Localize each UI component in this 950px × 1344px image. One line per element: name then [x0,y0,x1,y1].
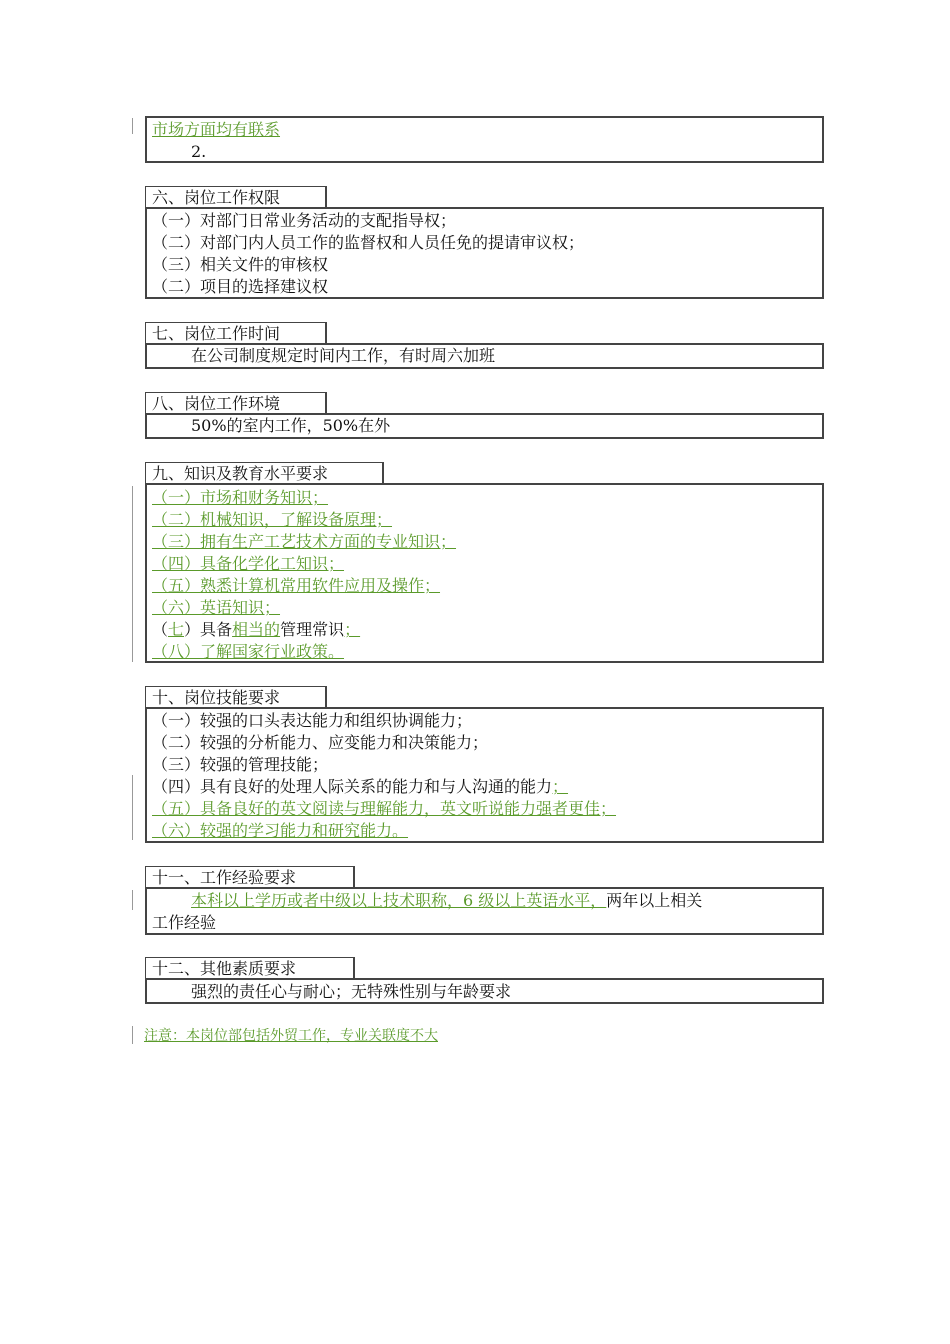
section9-item7-c: ）具备 [184,620,233,639]
section8-text: 50%的室内工作，50%在外 [191,416,391,435]
section6-item-3: （三）相关文件的审核权 [152,255,329,274]
section6-item-2: （二）对部门内人员工作的监督权和人员任免的提请审议权； [152,233,585,252]
revision-bar [132,118,133,134]
top-line-1: 市场方面均有联系 [152,120,281,139]
section11-line-1 [191,890,702,912]
top-line-2: 2. [191,142,207,161]
section11-text-green: 本科以上学历或者中级以上技术职称，6 级以上英语水平， [191,891,607,910]
section6-heading: 六、岗位工作权限 [145,186,327,208]
section10-item-1: （一）较强的口头表达能力和组织协调能力； [152,711,473,730]
section10-heading: 十、岗位技能要求 [145,686,327,708]
section9-item7-e: 管理常识 [280,620,345,639]
section7-text: 在公司制度规定时间内工作，有时周六加班 [191,346,496,365]
section12-text: 强烈的责任心与耐心；无特殊性别与年龄要求 [191,982,512,1001]
section9-item-5: （五）熟悉计算机常用软件应用及操作； [152,576,441,595]
section10-item4-text: （四）具有良好的处理人际关系的能力和与人沟通的能力 [152,777,553,796]
section9-item7-a: （ [152,620,169,639]
section9-item-4: （四）具备化学化工知识； [152,554,345,573]
section11-text-black: 两年以上相关 [606,891,703,910]
revision-bar [132,1026,133,1044]
section9-item-1: （一）市场和财务知识； [152,488,329,507]
section9-item7-b: 七 [168,620,185,639]
section10-item-3: （三）较强的管理技能； [152,755,329,774]
section10-item-2: （二）较强的分析能力、应变能力和决策能力； [152,733,489,752]
section9-item-7 [152,619,360,641]
section7-heading: 七、岗位工作时间 [145,322,327,344]
section9-item-6: （六）英语知识； [152,598,281,617]
section9-item7-f: ； [344,620,361,639]
section11-heading: 十一、工作经验要求 [145,866,355,888]
section6-item-1: （一）对部门日常业务活动的支配指导权； [152,211,457,230]
section10-item4-tail: ； [552,777,569,796]
section11-line-2: 工作经验 [152,913,217,932]
section9-item7-d: 相当的 [232,620,281,639]
section10-item-6: （六）较强的学习能力和研究能力。 [152,821,409,840]
revision-bar [132,890,133,910]
section12-heading: 十二、其他素质要求 [145,957,355,979]
section10-item-4 [152,776,568,798]
note-text: 注意：本岗位部包括外贸工作，专业关联度不大 [144,1028,438,1044]
section9-item-8: （八）了解国家行业政策。 [152,642,345,661]
section10-item-5: （五）具备良好的英文阅读与理解能力，英文听说能力强者更佳； [152,799,617,818]
section8-heading: 八、岗位工作环境 [145,392,327,414]
section9-item-3: （三）拥有生产工艺技术方面的专业知识； [152,532,457,551]
section6-item-4: （二）项目的选择建议权 [152,277,329,296]
revision-bar [132,775,133,840]
section9-item-2: （二）机械知识，了解设备原理； [152,510,393,529]
revision-bar [132,486,133,662]
section9-heading: 九、知识及教育水平要求 [145,462,384,484]
